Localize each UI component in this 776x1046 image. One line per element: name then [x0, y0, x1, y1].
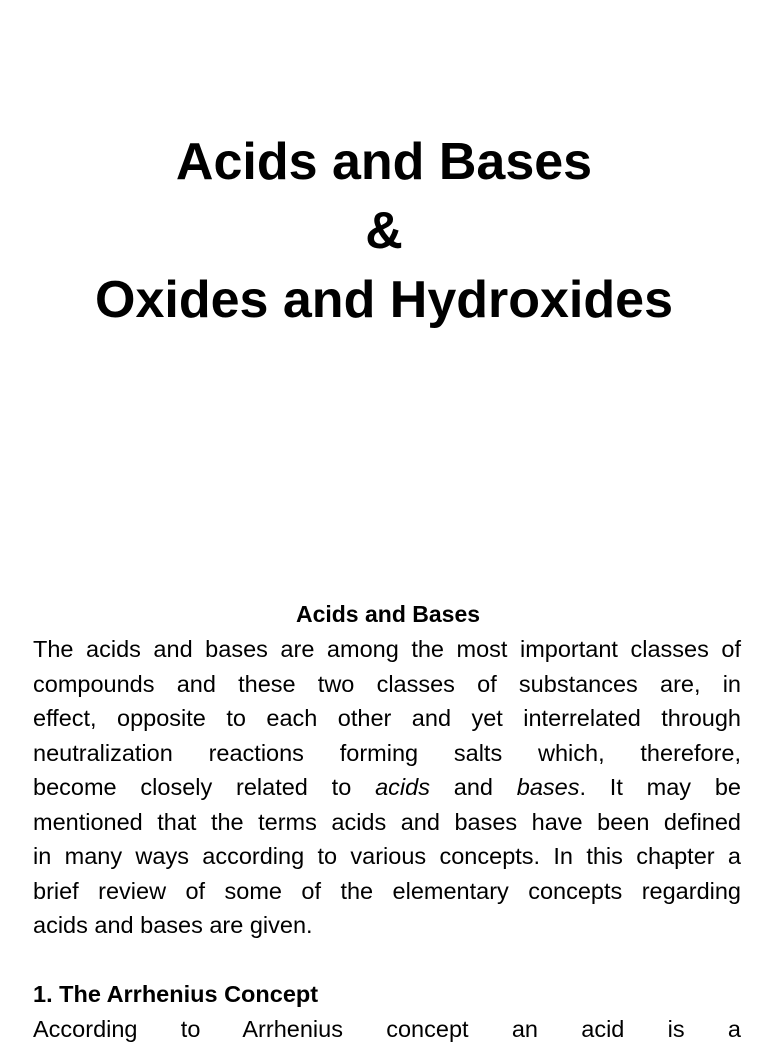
paragraph-line: brief review of some of the elementary concepts regarding — [33, 877, 741, 904]
paragraph-line: neutralization reactions forming salts which, therefore, — [33, 739, 741, 766]
paragraph-line: in many ways according to various concepts. In this chapter a — [33, 843, 741, 869]
subsection-heading: 1. The Arrhenius Concept — [33, 981, 319, 1007]
text-segment: . It may be — [579, 774, 741, 800]
text-segment: become closely related to — [33, 774, 352, 800]
paragraph-line: mentioned that the terms acids and bases have been defined — [33, 808, 741, 835]
title-line-1: Acids and Bases — [175, 133, 593, 191]
body-paragraph — [33, 632, 741, 943]
paragraph-line-with-emphasis — [33, 770, 741, 805]
paragraph-line: The acids and bases are among the most important classes of — [33, 636, 741, 662]
paragraph-line: acids and bases are given. — [33, 912, 313, 938]
emphasis-bases: bases — [516, 774, 580, 800]
document-title — [0, 128, 768, 335]
paragraph-line: compounds and these two classes of substances are, in — [33, 670, 741, 697]
section-heading: Acids and Bases — [295, 601, 481, 627]
title-line-3: Oxides and Hydroxides — [95, 271, 673, 329]
text-segment: and — [453, 774, 493, 800]
paragraph-line: effect, opposite to each other and yet interrelated through — [33, 705, 741, 731]
partial-text-line: According to Arrhenius concept an acid is a — [33, 1016, 741, 1042]
title-line-2: & — [365, 202, 403, 260]
emphasis-acids: acids — [375, 774, 430, 800]
